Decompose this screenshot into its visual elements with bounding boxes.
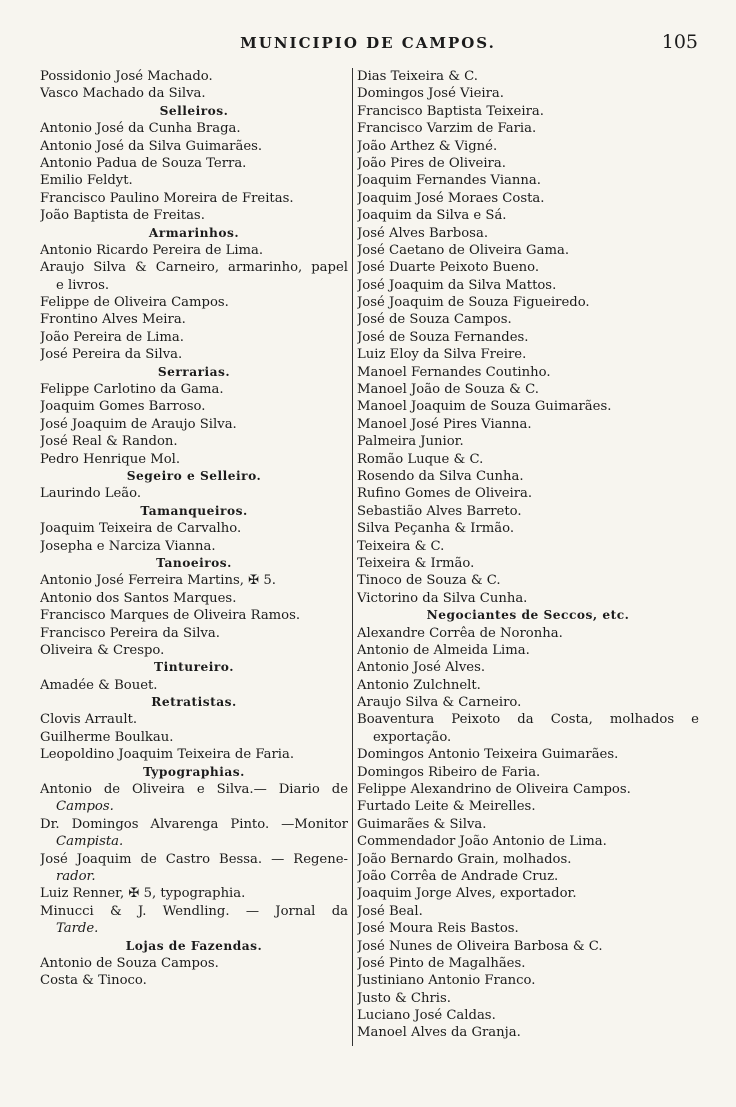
directory-entry: Alexandre Corrêa de Noronha. (357, 625, 563, 641)
directory-entry: Possidonio José Machado. (40, 69, 213, 84)
directory-entry: Oliveira & Crespo. (40, 642, 165, 658)
directory-entry: Luiz Renner, ✠ 5, typographia. (40, 886, 246, 902)
directory-entry: Frontino Alves Meira. (40, 312, 186, 328)
directory-entry: Antonio de Souza Campos. (40, 955, 219, 971)
section-heading: Lojas de Fazendas. (125, 938, 263, 953)
column-divider (352, 68, 353, 1046)
directory-entry: José Joaquim de Souza Figueiredo. (357, 295, 590, 311)
directory-entry: Antonio Ricardo Pereira de Lima. (40, 242, 264, 258)
directory-entry: José Pinto de Magalhães. (357, 955, 526, 971)
directory-entry: Campista. (56, 834, 124, 850)
directory-entry: Antonio de Almeida Lima. (357, 642, 530, 658)
directory-entry: Felippe de Oliveira Campos. (40, 295, 229, 311)
directory-entry: Victorino da Silva Cunha. (357, 590, 528, 606)
directory-entry: José Pereira da Silva. (40, 347, 183, 363)
directory-entry: Guimarães & Silva. (357, 816, 487, 832)
directory-entry: Antonio José da Silva Guimarães. (40, 138, 263, 154)
directory-entry: Domingos José Vieira. (357, 86, 504, 102)
directory-entry: rador. (56, 868, 96, 884)
directory-entry: e livros. (56, 277, 110, 293)
directory-entry: Antonio José Ferreira Martins, ✠ 5. (40, 573, 276, 589)
directory-entry: Francisco Pereira da Silva. (40, 625, 220, 641)
directory-entry: Manoel João de Souza & C. (357, 382, 539, 398)
directory-entry: Felippe Alexandrino de Oliveira Campos. (357, 782, 631, 798)
directory-entry: José de Souza Campos. (357, 312, 512, 328)
directory-entry: Sebastião Alves Barreto. (357, 503, 522, 519)
directory-entry: Antonio dos Santos Marques. (40, 590, 237, 606)
directory-entry: José de Souza Fernandes. (357, 329, 529, 345)
directory-entry: Araujo Silva & Carneiro. (357, 695, 522, 711)
directory-entry: Manoel José Pires Vianna. (357, 416, 532, 432)
directory-entry: José Moura Reis Bastos. (357, 921, 519, 937)
directory-entry: Palmeira Junior. (357, 434, 464, 450)
directory-entry: Justiniano Antonio Franco. (357, 973, 536, 989)
directory-entry: Manoel Fernandes Coutinho. (357, 364, 551, 380)
directory-entry: Clovis Arrault. (40, 712, 138, 728)
directory-entry: Furtado Leite & Meirelles. (357, 799, 536, 815)
directory-entry: Joaquim José Moraes Costa. (357, 190, 545, 206)
directory-entry: João Pereira de Lima. (40, 329, 184, 345)
directory-entry: Antonio Zulchnelt. (357, 677, 481, 693)
directory-entry: José Real & Randon. (40, 434, 178, 450)
directory-entry: Domingos Ribeiro de Faria. (357, 764, 541, 780)
directory-entry: Felippe Carlotino da Gama. (40, 382, 224, 398)
directory-entry: Pedro Henrique Mol. (40, 451, 181, 467)
directory-entry: Araujo Silva & Carneiro, armarinho, papel (40, 260, 348, 276)
directory-entry: Vasco Machado da Silva. (40, 86, 206, 102)
section-heading: Tintureiro. (154, 660, 234, 675)
directory-entry: Manoel Alves da Granja. (357, 1025, 521, 1041)
directory-entry: Francisco Marques de Oliveira Ramos. (40, 608, 301, 624)
directory-entry: Commendador João Antonio de Lima. (357, 834, 607, 850)
directory-entry: Laurindo Leão. (40, 486, 142, 502)
directory-entry: Tinoco de Souza & C. (357, 573, 501, 589)
directory-entry: Antonio José Alves. (357, 660, 486, 676)
directory-entry: Boaventura Peixoto da Costa, molhados e (357, 712, 699, 728)
directory-entry: Campos. (56, 799, 114, 815)
directory-entry: Luiz Eloy da Silva Freire. (357, 347, 527, 363)
directory-entry: Leopoldino Joaquim Teixeira de Faria. (40, 747, 295, 763)
directory-entry: Dias Teixeira & C. (357, 69, 478, 84)
directory-entry: Costa & Tinoco. (40, 973, 147, 989)
directory-entry: Tarde. (56, 921, 99, 937)
directory-entry: Silva Peçanha & Irmão. (357, 521, 515, 537)
directory-entry: Teixeira & Irmão. (357, 555, 475, 571)
directory-entry: José Joaquim da Silva Mattos. (357, 277, 557, 293)
left-column (40, 68, 348, 990)
directory-entry: João Corrêa de Andrade Cruz. (357, 868, 559, 884)
directory-entry: Amadée & Bouet. (40, 677, 158, 693)
directory-entry: Francisco Varzim de Faria. (357, 121, 537, 137)
directory-entry: Luciano José Caldas. (357, 1008, 496, 1024)
section-heading: Negociantes de Seccos, etc. (426, 608, 630, 623)
right-column (357, 68, 699, 1042)
page-number: 105 (661, 31, 698, 53)
directory-entry: Rufino Gomes de Oliveira. (357, 486, 533, 502)
directory-entry: Domingos Antonio Teixeira Guimarães. (357, 747, 619, 763)
directory-entry: Antonio Padua de Souza Terra. (40, 155, 247, 171)
section-heading: Armarinhos. (148, 225, 240, 240)
section-heading: Typographias. (143, 764, 245, 779)
section-heading: Selleiros. (159, 103, 229, 118)
directory-entry: Joaquim Teixeira de Carvalho. (40, 521, 242, 537)
directory-entry: José Alves Barbosa. (357, 225, 489, 241)
directory-entry: João Pires de Oliveira. (357, 155, 506, 171)
directory-entry: José Duarte Peixoto Bueno. (357, 260, 540, 276)
directory-entry: Joaquim Fernandes Vianna. (357, 173, 541, 189)
directory-entry: Manoel Joaquim de Souza Guimarães. (357, 399, 612, 415)
directory-entry: Joaquim Jorge Alves, exportador. (357, 886, 577, 902)
directory-entry: José Joaquim de Castro Bessa. — Regene- (40, 851, 348, 867)
directory-entry: exportação. (373, 729, 452, 745)
directory-entry: Josepha e Narciza Vianna. (40, 538, 216, 554)
directory-entry: Rosendo da Silva Cunha. (357, 468, 524, 484)
directory-entry: João Bernardo Grain, molhados. (357, 851, 572, 867)
directory-entry: José Nunes de Oliveira Barbosa & C. (357, 938, 603, 954)
directory-entry: Guilherme Boulkau. (40, 729, 174, 745)
directory-entry: Justo & Chris. (357, 990, 451, 1006)
directory-entry: José Beal. (357, 903, 423, 919)
directory-entry: Antonio de Oliveira e Silva.— Diario de (40, 782, 348, 798)
section-heading: Retratistas. (151, 695, 237, 710)
directory-entry: Joaquim Gomes Barroso. (40, 399, 206, 415)
directory-entry: João Baptista de Freitas. (40, 208, 205, 224)
directory-entry: Emilio Feldyt. (40, 173, 133, 189)
section-heading: Serrarias. (157, 364, 231, 379)
directory-entry: Teixeira & C. (357, 538, 445, 554)
directory-entry: José Caetano de Oliveira Gama. (357, 242, 570, 258)
directory-entry: Minucci & J. Wendling. — Jornal da (40, 903, 348, 919)
directory-entry: Francisco Paulino Moreira de Freitas. (40, 190, 294, 206)
directory-entry: Joaquim da Silva e Sá. (357, 208, 507, 224)
section-heading: Segeiro e Selleiro. (126, 468, 262, 483)
page-header (0, 31, 736, 58)
directory-entry: Romão Luque & C. (357, 451, 484, 467)
directory-entry: Antonio José da Cunha Braga. (40, 121, 241, 137)
directory-entry: José Joaquim de Araujo Silva. (40, 416, 237, 432)
section-heading: Tamanqueiros. (140, 503, 248, 518)
directory-entry: Dr. Domingos Alvarenga Pinto. —Monitor (40, 816, 348, 832)
directory-entry: Francisco Baptista Teixeira. (357, 103, 544, 119)
page-title: MUNICIPIO DE CAMPOS. (240, 34, 496, 52)
section-heading: Tanoeiros. (156, 555, 232, 570)
directory-entry: João Arthez & Vigné. (357, 138, 498, 154)
